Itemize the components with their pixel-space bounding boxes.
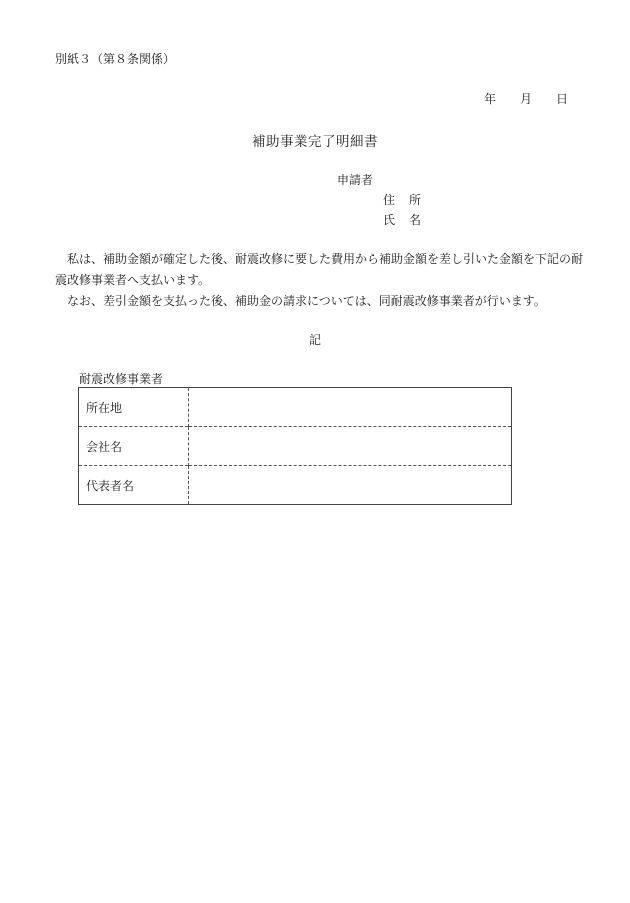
table-row bbox=[79, 388, 512, 427]
applicant-label: 申請者 bbox=[337, 173, 374, 187]
table-row bbox=[79, 427, 512, 466]
address-label-char-2: 所 bbox=[409, 193, 422, 207]
date-month-label: 月 bbox=[520, 92, 533, 106]
representative-name-label: 代表者名 bbox=[79, 466, 189, 505]
representative-name-field[interactable] bbox=[189, 466, 512, 505]
applicant-address-label bbox=[383, 191, 421, 208]
document-title: 補助事業完了明細書 bbox=[252, 134, 378, 150]
date-year-label: 年 bbox=[484, 92, 497, 106]
form-reference: 別紙３（第８条関係） bbox=[55, 52, 176, 66]
company-name-label: 会社名 bbox=[79, 427, 189, 466]
address-label-char-1: 住 bbox=[383, 193, 396, 207]
applicant-name-label bbox=[383, 211, 421, 228]
name-label-char-1: 氏 bbox=[383, 213, 396, 227]
statement-line-2: 震改修事業者へ支払います。 bbox=[55, 273, 211, 287]
location-label: 所在地 bbox=[79, 388, 189, 427]
date-line bbox=[484, 90, 568, 107]
location-field[interactable] bbox=[189, 388, 512, 427]
record-mark: 記 bbox=[308, 333, 321, 347]
statement-line-1: 私は、補助金額が確定した後、耐震改修に要した費用から補助金額を差し引いた金額を下記の耐 bbox=[55, 252, 584, 266]
contractor-table-caption: 耐震改修事業者 bbox=[79, 372, 164, 386]
company-name-field[interactable] bbox=[189, 427, 512, 466]
statement-body bbox=[55, 249, 584, 312]
date-day-label: 日 bbox=[556, 92, 569, 106]
name-label-char-2: 名 bbox=[409, 213, 422, 227]
contractor-table bbox=[78, 387, 512, 505]
statement-line-3: なお、差引金額を支払った後、補助金の請求については、同耐震改修事業者が行います。 bbox=[55, 294, 546, 308]
table-row bbox=[79, 466, 512, 505]
